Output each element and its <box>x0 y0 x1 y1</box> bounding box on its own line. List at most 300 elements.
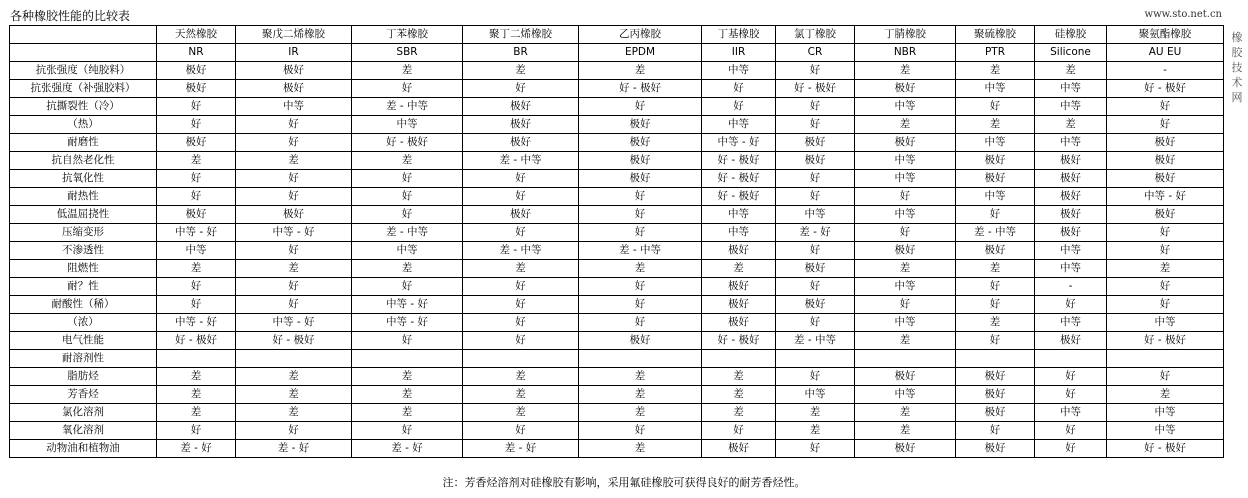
row-label: 耐溶剂性 <box>10 350 157 368</box>
table-cell <box>157 350 236 368</box>
table-row <box>10 296 1224 314</box>
table-cell: 差 - 中等 <box>463 242 579 260</box>
footnote: 注：芳香烃溶剂对硅橡胶有影响，采用氟硅橡胶可获得良好的耐芳香烃性。 <box>442 476 806 489</box>
table-cell: 中等 <box>1107 404 1224 422</box>
table-cell: 好 <box>579 188 702 206</box>
table-cell: 差 <box>855 116 956 134</box>
table-cell: 极好 <box>157 206 236 224</box>
table-row <box>10 422 1224 440</box>
table-cell: 好 <box>236 296 352 314</box>
table-cell: 极好 <box>956 368 1035 386</box>
table-cell: 差 <box>855 62 956 80</box>
table-row <box>10 332 1224 350</box>
table-cell: 差 <box>702 368 776 386</box>
table-cell <box>352 350 463 368</box>
table-row <box>10 134 1224 152</box>
table-cell: 极好 <box>956 242 1035 260</box>
table-cell: 差 <box>236 404 352 422</box>
table-cell: 好 <box>776 242 855 260</box>
table-cell <box>1107 350 1224 368</box>
table-cell: 中等 <box>1035 242 1107 260</box>
table-cell: 好 <box>1107 116 1224 134</box>
row-label: 动物油和植物油 <box>10 440 157 458</box>
table-cell: 好 - 极好 <box>702 188 776 206</box>
table-cell: 好 <box>776 314 855 332</box>
table-cell: 中等 <box>1035 98 1107 116</box>
table-cell: 好 <box>463 332 579 350</box>
table-cell: 中等 <box>236 98 352 116</box>
table-cell: 好 <box>579 278 702 296</box>
table-cell: 极好 <box>776 260 855 278</box>
table-cell: 好 - 极好 <box>702 332 776 350</box>
row-label: （浓） <box>10 314 157 332</box>
table-cell: 好 <box>236 116 352 134</box>
column-header-name: 聚丁二烯橡胶 <box>463 26 579 44</box>
table-cell: 差 <box>236 260 352 278</box>
table-cell: 极好 <box>855 242 956 260</box>
table-cell: 中等 - 好 <box>236 314 352 332</box>
table-cell: 极好 <box>956 386 1035 404</box>
table-row <box>10 368 1224 386</box>
table-row <box>10 260 1224 278</box>
table-cell: 差 <box>855 260 956 278</box>
table-cell: 极好 <box>956 440 1035 458</box>
table-cell: 中等 <box>855 314 956 332</box>
table-cell: 极好 <box>1107 152 1224 170</box>
table-cell: 好 <box>1035 386 1107 404</box>
table-cell: 好 - 极好 <box>579 80 702 98</box>
table-cell: 差 <box>702 260 776 278</box>
table-cell: 差 - 中等 <box>352 98 463 116</box>
table-row <box>10 170 1224 188</box>
column-header-code: NBR <box>855 44 956 62</box>
table-cell: 极好 <box>1107 206 1224 224</box>
table-cell: 差 - 中等 <box>776 332 855 350</box>
table-cell: 中等 - 好 <box>702 134 776 152</box>
table-cell: 好 <box>579 296 702 314</box>
table-cell: 极好 <box>579 116 702 134</box>
table-row <box>10 242 1224 260</box>
table-cell: 好 <box>579 314 702 332</box>
table-cell: 好 <box>855 224 956 242</box>
table-cell: 中等 - 好 <box>352 314 463 332</box>
table-cell: 好 <box>1107 224 1224 242</box>
table-cell: 好 - 极好 <box>1107 80 1224 98</box>
table-cell: 极好 <box>1107 170 1224 188</box>
table-cell: 中等 - 好 <box>157 314 236 332</box>
table-cell: 好 <box>776 188 855 206</box>
column-header-code: AU EU <box>1107 44 1224 62</box>
table-cell: 差 <box>1107 260 1224 278</box>
table-cell: 极好 <box>855 440 956 458</box>
table-cell: 差 <box>1035 62 1107 80</box>
table-cell: 中等 <box>1035 80 1107 98</box>
table-cell: - <box>1035 278 1107 296</box>
table-cell: 好 <box>776 116 855 134</box>
table-cell: 中等 <box>956 80 1035 98</box>
table-cell: 差 <box>463 368 579 386</box>
table-cell: 好 <box>776 440 855 458</box>
table-cell: 中等 <box>776 206 855 224</box>
table-cell: 好 <box>157 98 236 116</box>
table-cell: 极好 <box>702 278 776 296</box>
row-label: 电气性能 <box>10 332 157 350</box>
row-label: 脂肪烃 <box>10 368 157 386</box>
table-cell: 好 <box>956 206 1035 224</box>
table-cell: 极好 <box>463 134 579 152</box>
table-cell: 好 <box>352 170 463 188</box>
table-cell: 极好 <box>236 80 352 98</box>
table-cell: 好 <box>956 332 1035 350</box>
table-cell: 极好 <box>463 98 579 116</box>
table-cell: 差 <box>463 62 579 80</box>
table-cell: 好 <box>463 314 579 332</box>
row-label: 抗氧化性 <box>10 170 157 188</box>
table-cell: 好 <box>1107 98 1224 116</box>
table-cell: 好 <box>157 116 236 134</box>
table-cell: 极好 <box>776 134 855 152</box>
table-cell: 好 <box>1035 296 1107 314</box>
table-cell: 极好 <box>157 62 236 80</box>
table-cell: 差 - 中等 <box>956 224 1035 242</box>
table-cell: 差 <box>956 116 1035 134</box>
row-label: 压缩变形 <box>10 224 157 242</box>
table-cell: 好 - 极好 <box>1107 332 1224 350</box>
table-cell: 中等 <box>1035 404 1107 422</box>
column-header-code: BR <box>463 44 579 62</box>
table-cell: 好 <box>236 422 352 440</box>
column-header-code: Silicone <box>1035 44 1107 62</box>
table-cell: 差 <box>157 368 236 386</box>
table-cell: 差 <box>352 368 463 386</box>
table-cell: 极好 <box>1035 188 1107 206</box>
row-label: 耐磨性 <box>10 134 157 152</box>
table-cell: 好 - 极好 <box>776 80 855 98</box>
table-cell: 好 <box>1107 278 1224 296</box>
table-cell: 好 <box>776 278 855 296</box>
table-row <box>10 440 1224 458</box>
table-cell: 好 <box>157 188 236 206</box>
table-cell: 中等 <box>956 188 1035 206</box>
corner-cell <box>10 26 157 44</box>
table-cell: 差 <box>702 404 776 422</box>
row-label: 抗张强度（补强胶料） <box>10 80 157 98</box>
table-cell: 差 <box>352 260 463 278</box>
row-label: 氯化溶剂 <box>10 404 157 422</box>
table-cell: 好 <box>463 224 579 242</box>
table-row <box>10 350 1224 368</box>
table-row <box>10 224 1224 242</box>
column-header-name: 硅橡胶 <box>1035 26 1107 44</box>
table-cell: 极好 <box>579 332 702 350</box>
table-cell: 差 - 好 <box>352 440 463 458</box>
table-cell: 差 <box>776 404 855 422</box>
table-cell: 好 <box>463 80 579 98</box>
table-cell: 好 <box>157 170 236 188</box>
table-cell: 差 <box>236 152 352 170</box>
table-cell: 好 <box>236 278 352 296</box>
table-cell: 中等 <box>157 242 236 260</box>
table-cell: 好 <box>579 224 702 242</box>
column-header-code: CR <box>776 44 855 62</box>
table-cell <box>702 350 776 368</box>
table-cell: 极好 <box>702 296 776 314</box>
row-label: 耐热性 <box>10 188 157 206</box>
table-cell: 差 <box>1035 116 1107 134</box>
table-cell: 中等 <box>855 386 956 404</box>
table-cell: 极好 <box>579 170 702 188</box>
column-header-name: 聚戊二烯橡胶 <box>236 26 352 44</box>
row-label: 抗自然老化性 <box>10 152 157 170</box>
table-cell: 极好 <box>579 152 702 170</box>
table-row <box>10 80 1224 98</box>
table-cell: 中等 <box>702 62 776 80</box>
table-cell: 中等 - 好 <box>236 224 352 242</box>
table-cell: 差 <box>579 440 702 458</box>
table-row <box>10 278 1224 296</box>
table-cell: 极好 <box>463 206 579 224</box>
table-cell: 好 <box>352 422 463 440</box>
row-label: （热） <box>10 116 157 134</box>
table-row <box>10 62 1224 80</box>
table-cell: 好 <box>956 278 1035 296</box>
table-cell: 好 <box>956 296 1035 314</box>
column-header-name: 聚氨酯橡胶 <box>1107 26 1224 44</box>
table-cell: 差 <box>352 62 463 80</box>
table-cell: 好 <box>236 188 352 206</box>
header-row-names <box>10 26 1224 44</box>
table-cell: 好 <box>236 134 352 152</box>
table-cell: 差 - 中等 <box>352 224 463 242</box>
table-cell: 好 - 极好 <box>157 332 236 350</box>
column-header-name: 丁腈橡胶 <box>855 26 956 44</box>
table-cell: 中等 <box>1107 314 1224 332</box>
row-label: 阻燃性 <box>10 260 157 278</box>
table-row <box>10 404 1224 422</box>
table-cell: 好 <box>157 278 236 296</box>
table-cell <box>855 350 956 368</box>
table-cell: 差 <box>956 62 1035 80</box>
table-cell: 中等 - 好 <box>1107 188 1224 206</box>
table-cell: 中等 - 好 <box>157 224 236 242</box>
column-header-name: 聚硫橡胶 <box>956 26 1035 44</box>
table-row <box>10 98 1224 116</box>
table-cell: 中等 <box>776 386 855 404</box>
table-cell: 极好 <box>1035 206 1107 224</box>
column-header-code: PTR <box>956 44 1035 62</box>
table-cell: 中等 <box>855 170 956 188</box>
column-header-name: 丁基橡胶 <box>702 26 776 44</box>
table-cell: 极好 <box>776 152 855 170</box>
table-cell: 中等 <box>855 152 956 170</box>
table-cell: 中等 <box>352 116 463 134</box>
table-cell: 差 <box>855 332 956 350</box>
table-cell: 极好 <box>236 206 352 224</box>
table-cell: 差 <box>236 386 352 404</box>
table-cell: 好 <box>1035 440 1107 458</box>
table-cell: - <box>1107 62 1224 80</box>
table-cell: 中等 <box>855 206 956 224</box>
table-cell: 好 <box>776 368 855 386</box>
table-cell: 差 <box>956 260 1035 278</box>
table-cell: 好 <box>579 98 702 116</box>
table-row <box>10 116 1224 134</box>
table-cell: 差 <box>579 368 702 386</box>
table-cell: 好 <box>352 332 463 350</box>
table-cell: 好 <box>157 296 236 314</box>
table-cell: 极好 <box>1035 152 1107 170</box>
table-cell: 好 <box>956 98 1035 116</box>
table-cell: 极好 <box>855 80 956 98</box>
table-cell: 差 <box>463 386 579 404</box>
table-cell: 中等 <box>855 278 956 296</box>
table-cell: 差 - 好 <box>463 440 579 458</box>
table-cell: 好 <box>855 188 956 206</box>
column-header-code: EPDM <box>579 44 702 62</box>
row-label: 低温屈挠性 <box>10 206 157 224</box>
table-cell: 极好 <box>1107 134 1224 152</box>
table-cell: 差 - 好 <box>236 440 352 458</box>
site-url[interactable]: www.sto.net.cn <box>1144 9 1222 20</box>
table-cell: 好 - 极好 <box>702 170 776 188</box>
column-header-code: SBR <box>352 44 463 62</box>
table-cell: 中等 <box>956 134 1035 152</box>
column-header-name: 乙丙橡胶 <box>579 26 702 44</box>
table-cell: 差 <box>236 368 352 386</box>
table-cell: 好 - 极好 <box>702 152 776 170</box>
table-cell: 差 <box>352 404 463 422</box>
table-cell: 极好 <box>855 134 956 152</box>
table-cell: 好 <box>157 422 236 440</box>
table-cell: 好 <box>579 422 702 440</box>
table-cell: 好 <box>352 206 463 224</box>
table-cell: 差 <box>956 314 1035 332</box>
table-cell: 差 <box>579 260 702 278</box>
row-label: 不渗透性 <box>10 242 157 260</box>
table-row <box>10 314 1224 332</box>
table-cell: 好 <box>776 98 855 116</box>
table-cell: 好 <box>463 170 579 188</box>
table-cell: 好 <box>776 170 855 188</box>
table-cell: 极好 <box>702 440 776 458</box>
row-label: 耐？性 <box>10 278 157 296</box>
table-cell: 好 <box>702 422 776 440</box>
table-cell: 好 <box>1107 242 1224 260</box>
table-cell: 差 <box>855 404 956 422</box>
table-cell: 极好 <box>1035 170 1107 188</box>
table-cell: 差 <box>352 386 463 404</box>
table-cell <box>956 350 1035 368</box>
column-header-code: IIR <box>702 44 776 62</box>
table-cell: 差 <box>579 62 702 80</box>
row-label: 抗张强度（纯胶料） <box>10 62 157 80</box>
table-row <box>10 206 1224 224</box>
table-cell: 极好 <box>855 368 956 386</box>
table-cell: 中等 <box>855 98 956 116</box>
table-cell: 好 <box>463 278 579 296</box>
table-cell: 中等 <box>702 206 776 224</box>
table-cell: 极好 <box>579 134 702 152</box>
page-title: 各种橡胶性能的比较表 <box>10 9 131 23</box>
table-cell: 极好 <box>157 80 236 98</box>
table-cell: 差 <box>579 404 702 422</box>
rubber-properties-table <box>9 25 1224 458</box>
table-cell: 好 <box>1107 368 1224 386</box>
side-watermark-label: 橡胶技术网 <box>1231 31 1243 104</box>
table-row <box>10 152 1224 170</box>
table-cell: 极好 <box>1035 332 1107 350</box>
table-cell <box>1035 350 1107 368</box>
table-cell: 中等 <box>702 224 776 242</box>
table-cell: 差 <box>157 152 236 170</box>
table-cell: 中等 <box>1035 260 1107 278</box>
table-cell: 差 <box>463 260 579 278</box>
table-cell: 极好 <box>956 152 1035 170</box>
table-cell: 好 <box>579 206 702 224</box>
column-header-name: 丁苯橡胶 <box>352 26 463 44</box>
column-header-code: IR <box>236 44 352 62</box>
table-cell: 差 <box>352 152 463 170</box>
table-cell: 好 <box>463 188 579 206</box>
table-cell: 极好 <box>157 134 236 152</box>
table-cell <box>776 350 855 368</box>
table-cell: 好 <box>463 422 579 440</box>
table-cell: 极好 <box>463 116 579 134</box>
table-cell: 好 <box>1035 422 1107 440</box>
table-cell: 好 <box>236 242 352 260</box>
table-cell: 差 - 中等 <box>463 152 579 170</box>
table-cell: 好 <box>1107 296 1224 314</box>
row-label: 氧化溶剂 <box>10 422 157 440</box>
table-cell: 好 - 极好 <box>236 332 352 350</box>
table-cell: 极好 <box>1035 224 1107 242</box>
column-header-name: 天然橡胶 <box>157 26 236 44</box>
table-cell: 好 <box>702 98 776 116</box>
table-cell: 好 <box>702 80 776 98</box>
table-cell: 中等 - 好 <box>352 296 463 314</box>
table-cell: 好 <box>352 188 463 206</box>
table-cell: 好 <box>956 422 1035 440</box>
table-row <box>10 188 1224 206</box>
table-cell: 中等 <box>1035 134 1107 152</box>
row-label: 芳香烃 <box>10 386 157 404</box>
table-cell: 差 <box>463 404 579 422</box>
table-cell: 好 <box>463 296 579 314</box>
table-cell: 好 <box>1035 368 1107 386</box>
table-cell: 差 <box>157 386 236 404</box>
table-cell: 差 <box>157 260 236 278</box>
table-cell: 好 <box>855 296 956 314</box>
table-row <box>10 386 1224 404</box>
table-cell: 好 <box>352 80 463 98</box>
column-header-name: 氯丁橡胶 <box>776 26 855 44</box>
table-cell: 好 - 极好 <box>1107 440 1224 458</box>
table-cell: 差 <box>1107 386 1224 404</box>
table-cell: 中等 <box>352 242 463 260</box>
table-cell: 中等 <box>1035 314 1107 332</box>
table-cell: 差 <box>776 422 855 440</box>
table-cell: 极好 <box>236 62 352 80</box>
table-cell: 中等 <box>1107 422 1224 440</box>
row-label: 耐酸性（稀） <box>10 296 157 314</box>
table-cell: 极好 <box>956 404 1035 422</box>
table-cell: 差 <box>702 386 776 404</box>
table-cell: 极好 <box>776 296 855 314</box>
header-row-codes <box>10 44 1224 62</box>
table-cell: 差 - 好 <box>776 224 855 242</box>
table-cell <box>463 350 579 368</box>
column-header-code: NR <box>157 44 236 62</box>
